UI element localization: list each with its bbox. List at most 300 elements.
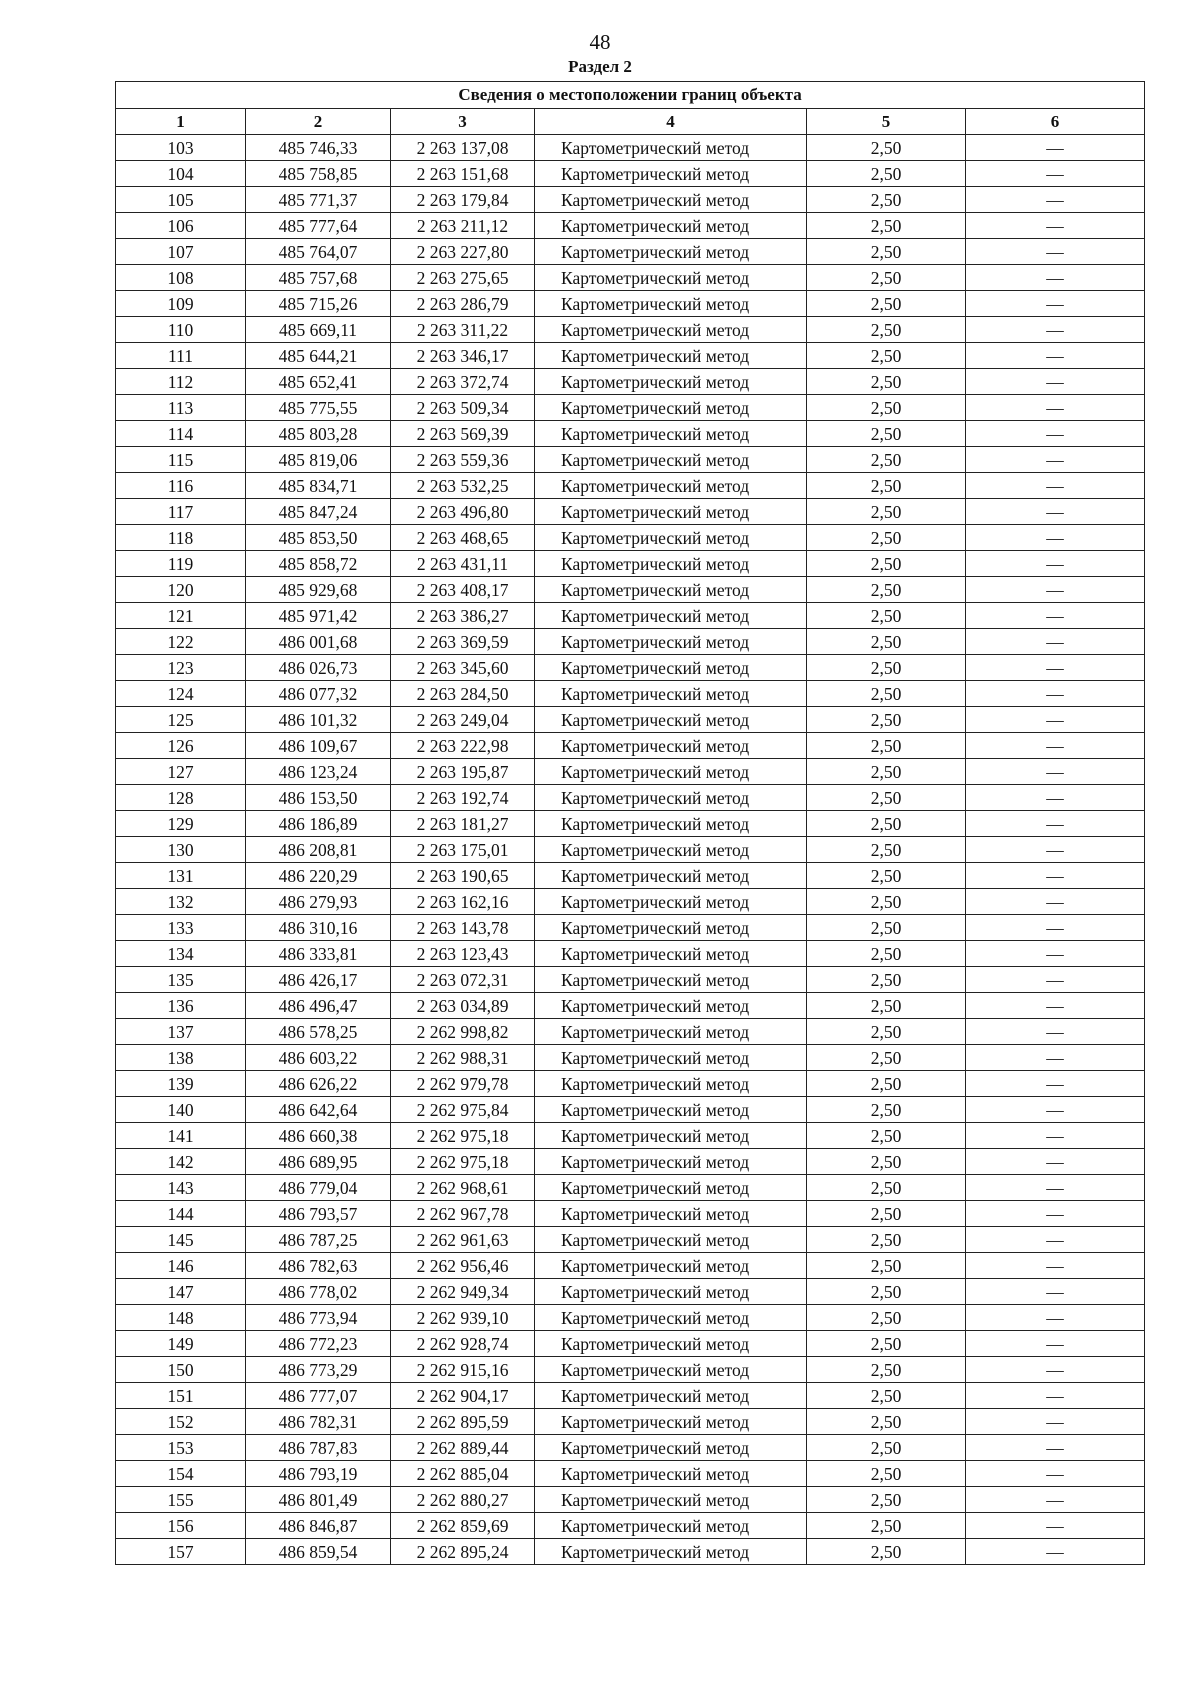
table-cell: 2 262 928,74 xyxy=(391,1331,535,1357)
table-cell: Картометрический метод xyxy=(535,473,807,499)
table-cell: 2 263 372,74 xyxy=(391,369,535,395)
table-row xyxy=(116,1487,1145,1513)
table-cell: — xyxy=(966,681,1145,707)
table-cell: 2 263 123,43 xyxy=(391,941,535,967)
table-cell: — xyxy=(966,161,1145,187)
table-cell: 2,50 xyxy=(807,421,966,447)
table-cell: 109 xyxy=(116,291,246,317)
table-cell: 2,50 xyxy=(807,1071,966,1097)
table-cell: 2 263 072,31 xyxy=(391,967,535,993)
table-cell: 132 xyxy=(116,889,246,915)
table-cell: 124 xyxy=(116,681,246,707)
table-cell: — xyxy=(966,343,1145,369)
table-cell: 2,50 xyxy=(807,1409,966,1435)
table-cell: Картометрический метод xyxy=(535,1409,807,1435)
table-cell: — xyxy=(966,291,1145,317)
table-cell: 2,50 xyxy=(807,1045,966,1071)
table-cell: 108 xyxy=(116,265,246,291)
table-cell: 130 xyxy=(116,837,246,863)
table-cell: 486 642,64 xyxy=(246,1097,391,1123)
table-cell: Картометрический метод xyxy=(535,1097,807,1123)
table-cell: — xyxy=(966,187,1145,213)
table-cell: — xyxy=(966,603,1145,629)
table-cell: 486 660,38 xyxy=(246,1123,391,1149)
table-row xyxy=(116,863,1145,889)
table-row xyxy=(116,993,1145,1019)
table-cell: 2 263 386,27 xyxy=(391,603,535,629)
table-cell: — xyxy=(966,629,1145,655)
table-row xyxy=(116,1461,1145,1487)
table-row xyxy=(116,1123,1145,1149)
table-cell: 2,50 xyxy=(807,1305,966,1331)
table-cell: 2 263 496,80 xyxy=(391,499,535,525)
table-cell: 486 123,24 xyxy=(246,759,391,785)
table-row xyxy=(116,811,1145,837)
column-header: 1 xyxy=(116,109,246,135)
table-cell: 486 773,29 xyxy=(246,1357,391,1383)
table-cell: 136 xyxy=(116,993,246,1019)
table-cell: 486 109,67 xyxy=(246,733,391,759)
table-cell: — xyxy=(966,759,1145,785)
table-cell: 2,50 xyxy=(807,1539,966,1565)
table-row xyxy=(116,1383,1145,1409)
table-cell: — xyxy=(966,473,1145,499)
table-cell: 2 262 979,78 xyxy=(391,1071,535,1097)
table-cell: Картометрический метод xyxy=(535,1435,807,1461)
table-cell: Картометрический метод xyxy=(535,603,807,629)
table-cell: 486 310,16 xyxy=(246,915,391,941)
table-row xyxy=(116,187,1145,213)
table-cell: 2,50 xyxy=(807,681,966,707)
table-cell: 2,50 xyxy=(807,707,966,733)
table-cell: 2 262 859,69 xyxy=(391,1513,535,1539)
table-cell: 152 xyxy=(116,1409,246,1435)
table-cell: Картометрический метод xyxy=(535,1305,807,1331)
table-cell: 149 xyxy=(116,1331,246,1357)
table-cell: Картометрический метод xyxy=(535,577,807,603)
table-cell: 2 263 284,50 xyxy=(391,681,535,707)
table-cell: 2,50 xyxy=(807,993,966,1019)
table-cell: Картометрический метод xyxy=(535,343,807,369)
table-row xyxy=(116,577,1145,603)
table-cell: — xyxy=(966,993,1145,1019)
table-cell: Картометрический метод xyxy=(535,1383,807,1409)
table-cell: 141 xyxy=(116,1123,246,1149)
table-row xyxy=(116,1253,1145,1279)
table-cell: — xyxy=(966,1227,1145,1253)
table-cell: — xyxy=(966,1149,1145,1175)
table-cell: 2 262 975,84 xyxy=(391,1097,535,1123)
table-row xyxy=(116,1513,1145,1539)
table-cell: 2,50 xyxy=(807,447,966,473)
table-cell: Картометрический метод xyxy=(535,759,807,785)
table-cell: 2 262 915,16 xyxy=(391,1357,535,1383)
table-row xyxy=(116,421,1145,447)
table-cell: 2,50 xyxy=(807,1227,966,1253)
table-cell: Картометрический метод xyxy=(535,1461,807,1487)
table-cell: 2 263 143,78 xyxy=(391,915,535,941)
table-row xyxy=(116,837,1145,863)
column-header: 5 xyxy=(807,109,966,135)
table-cell: 103 xyxy=(116,135,246,161)
table-row xyxy=(116,213,1145,239)
table-cell: 486 689,95 xyxy=(246,1149,391,1175)
table-cell: 146 xyxy=(116,1253,246,1279)
table-cell: 2,50 xyxy=(807,499,966,525)
table-cell: — xyxy=(966,941,1145,967)
table-cell: 2,50 xyxy=(807,915,966,941)
table-row xyxy=(116,343,1145,369)
table-cell: 127 xyxy=(116,759,246,785)
table-cell: 117 xyxy=(116,499,246,525)
column-header: 6 xyxy=(966,109,1145,135)
table-cell: 153 xyxy=(116,1435,246,1461)
table-row xyxy=(116,551,1145,577)
table-row xyxy=(116,681,1145,707)
table-cell: 2,50 xyxy=(807,265,966,291)
table-cell: 2 263 346,17 xyxy=(391,343,535,369)
table-cell: — xyxy=(966,239,1145,265)
table-cell: 2 262 967,78 xyxy=(391,1201,535,1227)
table-cell: — xyxy=(966,421,1145,447)
table-cell: 135 xyxy=(116,967,246,993)
table-cell: 486 001,68 xyxy=(246,629,391,655)
table-cell: 118 xyxy=(116,525,246,551)
table-cell: 2,50 xyxy=(807,1331,966,1357)
table-cell: 485 764,07 xyxy=(246,239,391,265)
table-cell: Картометрический метод xyxy=(535,447,807,473)
table-cell: 2 263 192,74 xyxy=(391,785,535,811)
table-cell: 2,50 xyxy=(807,213,966,239)
table-cell: Картометрический метод xyxy=(535,187,807,213)
table-cell: 486 026,73 xyxy=(246,655,391,681)
table-cell: 2,50 xyxy=(807,1357,966,1383)
table-cell: 2 263 151,68 xyxy=(391,161,535,187)
table-row xyxy=(116,941,1145,967)
table-cell: — xyxy=(966,1513,1145,1539)
table-row xyxy=(116,655,1145,681)
table-cell: 150 xyxy=(116,1357,246,1383)
table-cell: 485 971,42 xyxy=(246,603,391,629)
table-row xyxy=(116,525,1145,551)
table-cell: Картометрический метод xyxy=(535,941,807,967)
table-cell: 2 263 175,01 xyxy=(391,837,535,863)
table-cell: — xyxy=(966,551,1145,577)
table-cell: 2,50 xyxy=(807,1175,966,1201)
table-cell: Картометрический метод xyxy=(535,213,807,239)
table-cell: Картометрический метод xyxy=(535,1175,807,1201)
table-cell: 2 262 968,61 xyxy=(391,1175,535,1201)
table-cell: 2 263 311,22 xyxy=(391,317,535,343)
table-body xyxy=(116,135,1145,1565)
table-cell: 120 xyxy=(116,577,246,603)
table-cell: — xyxy=(966,707,1145,733)
table-cell: 138 xyxy=(116,1045,246,1071)
table-cell: Картометрический метод xyxy=(535,915,807,941)
table-cell: 2 263 249,04 xyxy=(391,707,535,733)
table-cell: 2 262 904,17 xyxy=(391,1383,535,1409)
table-cell: 2 263 195,87 xyxy=(391,759,535,785)
table-cell: 2,50 xyxy=(807,1513,966,1539)
table-cell: — xyxy=(966,811,1145,837)
table-cell: 155 xyxy=(116,1487,246,1513)
table-cell: — xyxy=(966,1045,1145,1071)
table-cell: Картометрический метод xyxy=(535,837,807,863)
table-cell: 2 262 988,31 xyxy=(391,1045,535,1071)
table-cell: 134 xyxy=(116,941,246,967)
table-cell: — xyxy=(966,1305,1145,1331)
table-cell: 486 778,02 xyxy=(246,1279,391,1305)
table-row xyxy=(116,1019,1145,1045)
table-cell: Картометрический метод xyxy=(535,733,807,759)
table-row xyxy=(116,447,1145,473)
table-cell: 133 xyxy=(116,915,246,941)
table-row xyxy=(116,785,1145,811)
table-cell: 2,50 xyxy=(807,473,966,499)
table-cell: 486 186,89 xyxy=(246,811,391,837)
table-cell: — xyxy=(966,733,1145,759)
table-cell: Картометрический метод xyxy=(535,1487,807,1513)
table-row xyxy=(116,395,1145,421)
table-cell: — xyxy=(966,1253,1145,1279)
table-row xyxy=(116,707,1145,733)
table-row xyxy=(116,473,1145,499)
table-cell: 486 426,17 xyxy=(246,967,391,993)
table-row xyxy=(116,369,1145,395)
table-cell: 486 787,25 xyxy=(246,1227,391,1253)
table-cell: 2 263 408,17 xyxy=(391,577,535,603)
table-row xyxy=(116,1201,1145,1227)
table-cell: Картометрический метод xyxy=(535,863,807,889)
table-cell: 486 782,63 xyxy=(246,1253,391,1279)
table-row xyxy=(116,317,1145,343)
table-cell: 2,50 xyxy=(807,1279,966,1305)
table-cell: Картометрический метод xyxy=(535,317,807,343)
table-cell: — xyxy=(966,447,1145,473)
table-cell: 2,50 xyxy=(807,1201,966,1227)
table-cell: 112 xyxy=(116,369,246,395)
table-cell: — xyxy=(966,863,1145,889)
table-cell: 2 262 961,63 xyxy=(391,1227,535,1253)
table-cell: 126 xyxy=(116,733,246,759)
table-cell: 485 669,11 xyxy=(246,317,391,343)
table-cell: 115 xyxy=(116,447,246,473)
table-cell: 486 208,81 xyxy=(246,837,391,863)
table-cell: 486 603,22 xyxy=(246,1045,391,1071)
table-cell: Картометрический метод xyxy=(535,1227,807,1253)
table-cell: Картометрический метод xyxy=(535,369,807,395)
table-cell: 485 834,71 xyxy=(246,473,391,499)
table-cell: Картометрический метод xyxy=(535,889,807,915)
table-cell: 2,50 xyxy=(807,837,966,863)
table-row xyxy=(116,1331,1145,1357)
table-cell: 121 xyxy=(116,603,246,629)
table-cell: — xyxy=(966,1487,1145,1513)
table-cell: 2,50 xyxy=(807,239,966,265)
table-cell: 129 xyxy=(116,811,246,837)
table-cell: 2 263 569,39 xyxy=(391,421,535,447)
table-cell: Картометрический метод xyxy=(535,265,807,291)
table-cell: 485 644,21 xyxy=(246,343,391,369)
table-row xyxy=(116,629,1145,655)
table-cell: 486 779,04 xyxy=(246,1175,391,1201)
table-cell: 122 xyxy=(116,629,246,655)
table-cell: Картометрический метод xyxy=(535,395,807,421)
table-cell: 142 xyxy=(116,1149,246,1175)
table-cell: Картометрический метод xyxy=(535,1201,807,1227)
table-cell: Картометрический метод xyxy=(535,811,807,837)
table-cell: 2 262 880,27 xyxy=(391,1487,535,1513)
table-cell: Картометрический метод xyxy=(535,1513,807,1539)
table-cell: 485 803,28 xyxy=(246,421,391,447)
table-cell: 2,50 xyxy=(807,1123,966,1149)
table-cell: Картометрический метод xyxy=(535,655,807,681)
table-cell: 2 263 179,84 xyxy=(391,187,535,213)
table-cell: 2,50 xyxy=(807,967,966,993)
table-cell: 486 279,93 xyxy=(246,889,391,915)
table-cell: 486 859,54 xyxy=(246,1539,391,1565)
table-cell: — xyxy=(966,1383,1145,1409)
table-cell: 2 263 227,80 xyxy=(391,239,535,265)
table-cell: 486 153,50 xyxy=(246,785,391,811)
table-cell: — xyxy=(966,317,1145,343)
table-cell: Картометрический метод xyxy=(535,993,807,1019)
table-row xyxy=(116,1097,1145,1123)
table-cell: 2 263 509,34 xyxy=(391,395,535,421)
table-cell: 104 xyxy=(116,161,246,187)
table-cell: 2 262 895,59 xyxy=(391,1409,535,1435)
table-cell: 2 263 468,65 xyxy=(391,525,535,551)
table-cell: 151 xyxy=(116,1383,246,1409)
table-cell: 2,50 xyxy=(807,785,966,811)
table-cell: 2,50 xyxy=(807,395,966,421)
table-cell: 2 262 885,04 xyxy=(391,1461,535,1487)
table-cell: 485 771,37 xyxy=(246,187,391,213)
table-cell: 2,50 xyxy=(807,525,966,551)
table-cell: — xyxy=(966,1435,1145,1461)
table-cell: Картометрический метод xyxy=(535,499,807,525)
table-row xyxy=(116,161,1145,187)
table-cell: — xyxy=(966,135,1145,161)
section-title: Раздел 2 xyxy=(568,57,632,76)
table-cell: 486 846,87 xyxy=(246,1513,391,1539)
table-row xyxy=(116,239,1145,265)
table-cell: 111 xyxy=(116,343,246,369)
column-header: 3 xyxy=(391,109,535,135)
table-cell: 486 793,57 xyxy=(246,1201,391,1227)
table-cell: 2,50 xyxy=(807,1383,966,1409)
table-row xyxy=(116,1357,1145,1383)
table-cell: 486 220,29 xyxy=(246,863,391,889)
table-cell: 110 xyxy=(116,317,246,343)
table-cell: 485 757,68 xyxy=(246,265,391,291)
table-cell: 140 xyxy=(116,1097,246,1123)
table-cell: 485 758,85 xyxy=(246,161,391,187)
table-cell: 2 263 559,36 xyxy=(391,447,535,473)
table-cell: Картометрический метод xyxy=(535,967,807,993)
table-row xyxy=(116,1149,1145,1175)
table-cell: — xyxy=(966,1357,1145,1383)
table-cell: 2,50 xyxy=(807,161,966,187)
table-cell: 114 xyxy=(116,421,246,447)
table-cell: — xyxy=(966,915,1145,941)
table-cell: Картометрический метод xyxy=(535,239,807,265)
table-cell: 485 775,55 xyxy=(246,395,391,421)
table-cell: 2 262 949,34 xyxy=(391,1279,535,1305)
table-row xyxy=(116,135,1145,161)
table-cell: Картометрический метод xyxy=(535,1019,807,1045)
table-cell: 131 xyxy=(116,863,246,889)
table-row xyxy=(116,1279,1145,1305)
table-cell: 485 929,68 xyxy=(246,577,391,603)
table-cell: 2,50 xyxy=(807,1461,966,1487)
table-cell: — xyxy=(966,1409,1145,1435)
table-cell: 128 xyxy=(116,785,246,811)
table-cell: 2 263 222,98 xyxy=(391,733,535,759)
table-cell: — xyxy=(966,1461,1145,1487)
table-cell: — xyxy=(966,1539,1145,1565)
table-cell: 2 263 162,16 xyxy=(391,889,535,915)
table-cell: Картометрический метод xyxy=(535,1253,807,1279)
table-cell: Картометрический метод xyxy=(535,291,807,317)
table-cell: 2 262 975,18 xyxy=(391,1149,535,1175)
table-cell: 156 xyxy=(116,1513,246,1539)
table-cell: 485 847,24 xyxy=(246,499,391,525)
table-cell: — xyxy=(966,1097,1145,1123)
table-cell: 105 xyxy=(116,187,246,213)
table-cell: 113 xyxy=(116,395,246,421)
table-cell: Картометрический метод xyxy=(535,1045,807,1071)
table-cell: 147 xyxy=(116,1279,246,1305)
table-cell: 143 xyxy=(116,1175,246,1201)
table-cell: 116 xyxy=(116,473,246,499)
table-cell: 2,50 xyxy=(807,551,966,577)
table-cell: — xyxy=(966,265,1145,291)
table-cell: 123 xyxy=(116,655,246,681)
table-cell: 2 263 190,65 xyxy=(391,863,535,889)
table-cell: — xyxy=(966,499,1145,525)
table-cell: — xyxy=(966,837,1145,863)
table-cell: 2,50 xyxy=(807,733,966,759)
table-cell: Картометрический метод xyxy=(535,1071,807,1097)
table-row xyxy=(116,967,1145,993)
table-row xyxy=(116,733,1145,759)
table-cell: Картометрический метод xyxy=(535,1539,807,1565)
table-row xyxy=(116,1539,1145,1565)
boundary-coordinates-table xyxy=(115,81,1145,1565)
table-cell: Картометрический метод xyxy=(535,707,807,733)
table-cell: 486 626,22 xyxy=(246,1071,391,1097)
table-cell: Картометрический метод xyxy=(535,135,807,161)
table-cell: 2 263 431,11 xyxy=(391,551,535,577)
table-cell: 486 101,32 xyxy=(246,707,391,733)
table-cell: 2,50 xyxy=(807,343,966,369)
table-cell: 2 263 137,08 xyxy=(391,135,535,161)
table-row xyxy=(116,1227,1145,1253)
table-cell: — xyxy=(966,1279,1145,1305)
table-cell: 137 xyxy=(116,1019,246,1045)
table-cell: Картометрический метод xyxy=(535,785,807,811)
table-cell: — xyxy=(966,1331,1145,1357)
table-cell: 2 263 286,79 xyxy=(391,291,535,317)
table-row xyxy=(116,759,1145,785)
table-row xyxy=(116,291,1145,317)
table-row xyxy=(116,1175,1145,1201)
table-cell: Картометрический метод xyxy=(535,161,807,187)
table-cell: — xyxy=(966,1019,1145,1045)
table-cell: 485 819,06 xyxy=(246,447,391,473)
table-cell: 2 262 975,18 xyxy=(391,1123,535,1149)
